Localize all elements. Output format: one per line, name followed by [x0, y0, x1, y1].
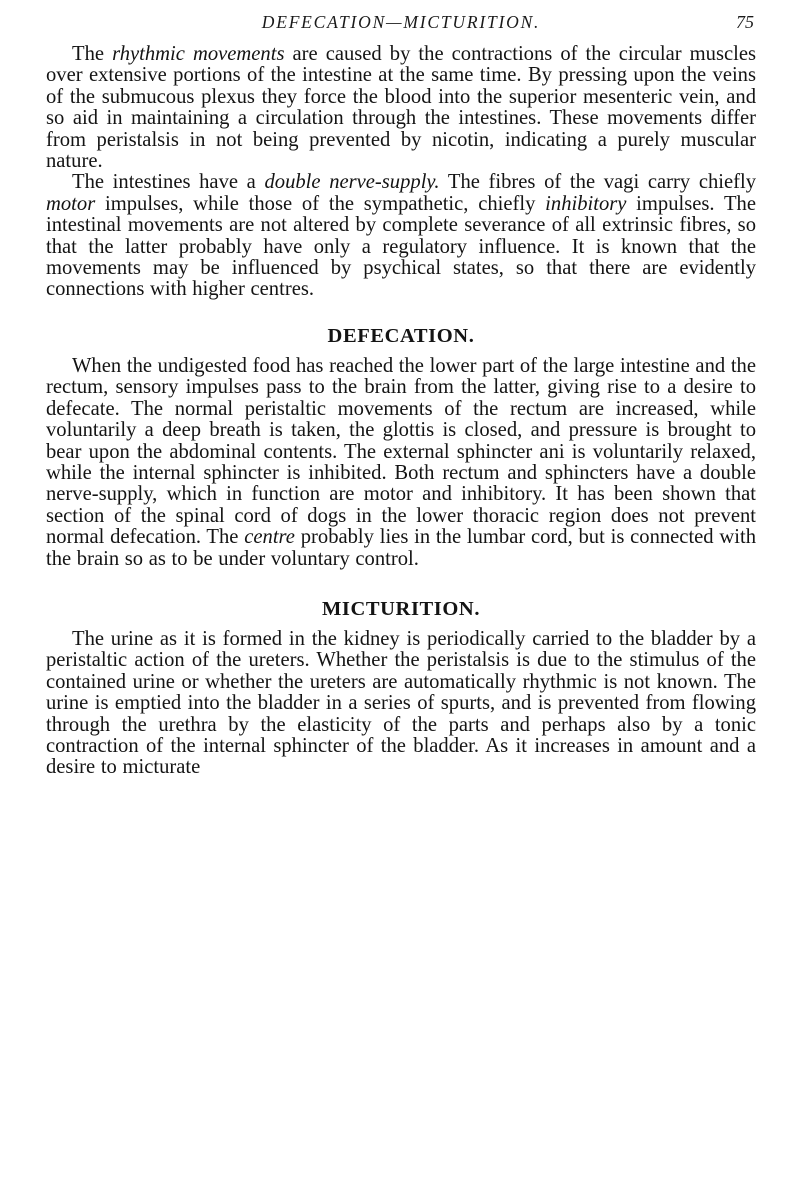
text-run: impulses, while those of the sympathetic, chiefly: [95, 192, 546, 215]
text-run: The: [72, 43, 113, 65]
text-run: When the undigested food has reached the lower part of the large intestine and the rectum, sensory impulses pass to the brain from the latter, giving rise to a desire to defecate. The normal peristaltic movements of the rectum are increased, while voluntarily a deep breath is taken, the glottis is closed, and pressure is brought to bear upon the abdominal contents. The external sphincter ani is voluntarily relaxed, while the internal sphincter is inhibited. Both rectum and sphincters have a double nerve-supply, which in function are motor and inhibitory. It has been shown that section of the spinal cord of dogs in the lower thoracic region does not prevent normal defecation. The: [46, 354, 756, 549]
paragraph-micturition: The urine as it is formed in the kidney is periodically carried to the bladder by a peristaltic action of the ureters. Whether the peristalsis is due to the stimulus of the contained urine or whether the ureters are automatically rhythmic is not known. The urine is emptied into the bladder in a series of spurts, and is prevented from flowing through the urethra by the elasticity of the parts and perhaps also by a tonic contraction of the internal sphincter of the bladder. As it increases in amount and a desire to micturate: [46, 627, 756, 779]
text-run: impulses. The intestinal movements are not altered by complete severance of all extrinsic fibres, so that the latter probably have only a regulatory influence. It is known that the movements may be influenced by psychical states, so that there are evidently connections with higher centres.: [46, 192, 756, 301]
paragraph-defecation: [46, 356, 756, 570]
text-run: are caused by the contractions of the circular muscles over extensive portions of the intestine at the same time. By pressing upon the veins of the submucous plexus they force the blood into the superior mesenteric vein, and so aid in maintaining a circulation through the intestines. These movements differ from peristalsis in not being prevented by nicotin, indicating a purely muscular nature.: [46, 43, 757, 173]
italic-term: rhythmic movements: [112, 43, 285, 65]
heading-micturition: MICTURITION.: [321, 597, 481, 620]
paragraph-rhythmic-movements: [46, 44, 756, 172]
text-run: The intestines have a: [72, 171, 265, 194]
italic-term: inhibitory: [545, 192, 627, 215]
italic-term: centre: [244, 526, 295, 549]
page-number: 75: [736, 12, 754, 32]
heading-defecation: DEFECATION.: [327, 324, 475, 347]
italic-term: motor: [46, 192, 96, 215]
running-head: [46, 10, 756, 40]
paragraph-nerve-supply: [46, 172, 756, 300]
italic-term: double nerve-supply.: [264, 171, 440, 194]
running-title: DEFECATION—MICTURITION.: [261, 12, 541, 32]
text-run: probably lies in the lumbar cord, but is connected with the brain so as to be under voluntary control.: [46, 526, 757, 570]
text-run: The fibres of the vagi carry chiefly: [439, 171, 756, 194]
